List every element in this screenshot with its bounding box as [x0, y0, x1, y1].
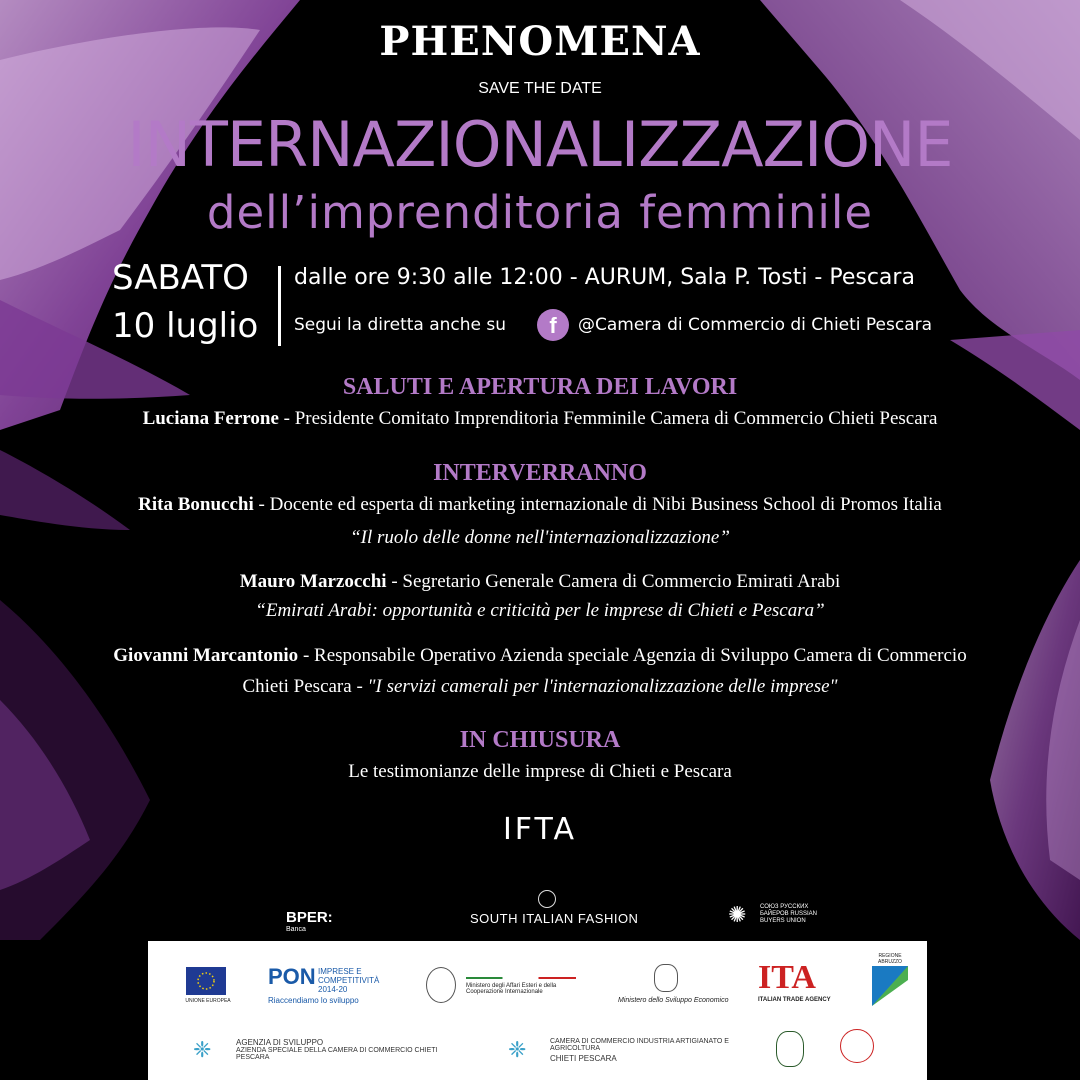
date-divider [278, 266, 281, 346]
event-day: SABATO [112, 258, 249, 298]
save-the-date-label: SAVE THE DATE [478, 80, 602, 97]
speaker-role: - Responsabile Operativo Azienda speciale Agenzia di Sviluppo Camera di Commercio [298, 645, 967, 666]
partner-seal-icon [840, 1029, 874, 1063]
eu-stars-icon [186, 967, 226, 995]
camera-commercio-subtitle: CHIETI PESCARA [550, 1054, 617, 1063]
eu-caption: UNIONE EUROPEA [185, 998, 231, 1004]
closing-heading: IN CHIUSURA [459, 727, 621, 753]
speaker-1 [0, 494, 1080, 516]
speaker-1-talk: “Il ruolo delle donne nell'internazionalizzazione” [350, 527, 730, 548]
ita-subtitle: ITALIAN TRADE AGENCY [758, 997, 831, 1003]
buyers-union-icon: ✺ [728, 902, 747, 927]
speaker-2-talk: “Emirati Arabi: opportunità e criticità per le imprese di Chieti e Pescara” [255, 600, 825, 621]
pon-tagline: Riaccendiamo lo sviluppo [268, 996, 359, 1005]
agenzia-sviluppo-icon: ❈ [193, 1037, 212, 1062]
camera-commercio-logo: CAMERA DI COMMERCIO INDUSTRIA ARTIGIANATO E AGRICOLTURA [550, 1038, 729, 1052]
eu-flag-icon [186, 967, 226, 995]
pon-logo: PON [268, 964, 316, 989]
event-date: 10 luglio [112, 306, 259, 346]
speaker-2 [0, 571, 1080, 593]
bper-logo [286, 909, 333, 933]
regione-label: REGIONE ABRUZZO [878, 953, 902, 965]
speaker-3-talk-line [0, 676, 1080, 698]
speaker-name: Giovanni Marcantonio [113, 645, 299, 666]
facebook-icon[interactable]: f [537, 309, 569, 341]
opening-speaker [0, 408, 1080, 430]
south-italian-fashion-logo: SOUTH ITALIAN FASHION [470, 911, 639, 926]
facebook-page-link[interactable]: @Camera di Commercio di Chieti Pescara [578, 315, 933, 335]
bper-sub: Banca [286, 926, 306, 933]
pescara-crest-icon [776, 1031, 804, 1067]
live-stream-text: Segui la diretta anche su [294, 315, 507, 335]
buyers-union-logo: СОЮЗ РУССКИХ БАЙЕРОВ RUSSIAN BUYERS UNION [760, 904, 817, 924]
agenzia-sviluppo-subtitle: AZIENDA SPECIALE DELLA CAMERA DI COMMERCIO CHIETI PESCARA [236, 1047, 438, 1061]
ita-logo: ITA [758, 959, 816, 996]
event-time-place: dalle ore 9:30 alle 12:00 - AURUM, Sala P. Tosti - Pescara [294, 265, 915, 290]
mae-logo: Ministero degli Affari Esteri e della Cooperazione Internazionale [466, 983, 557, 995]
regione-abruzzo-icon [872, 966, 908, 1006]
closing-text: Le testimonianze delle imprese di Chieti e Pescara [348, 761, 732, 782]
partner-logos-panel [148, 941, 927, 1080]
pon-subtitle: IMPRESE E COMPETITIVITÀ 2014-20 [318, 967, 380, 994]
speaker-role-cont: Chieti Pescara - [242, 676, 368, 697]
event-subtitle: dell’imprenditoria femminile [206, 186, 874, 239]
speaker-role: - Presidente Comitato Imprenditoria Femminile Camera di Commercio Chieti Pescara [278, 408, 938, 429]
speaker-name: Mauro Marzocchi [239, 571, 387, 592]
speaker-name: Rita Bonucchi [138, 494, 254, 515]
mise-logo: Ministero dello Sviluppo Economico [618, 997, 729, 1004]
italy-emblem-icon [426, 967, 456, 1003]
event-title: INTERNAZIONALIZZAZIONE [127, 108, 953, 181]
bper-name: BPER: [286, 909, 333, 926]
italy-emblem-icon [654, 964, 678, 992]
agenzia-sviluppo-logo: AGENZIA DI SVILUPPO [236, 1038, 324, 1047]
camera-commercio-icon: ❈ [508, 1037, 527, 1062]
speaker-role: - Docente ed esperta di marketing internazionale di Nibi Business School di Promos Italia [253, 494, 942, 515]
ifta-logo: IFTA [502, 812, 578, 847]
brand-logo: PHENOMENA [379, 18, 701, 65]
speaker-3-talk: "I servizi camerali per l'internazionalizzazione delle imprese" [367, 676, 838, 697]
speaker-role: - Segretario Generale Camera di Commercio Emirati Arabi [386, 571, 841, 592]
tricolor-line [466, 977, 576, 979]
speaker-name: Luciana Ferrone [142, 408, 279, 429]
south-italian-fashion-icon [538, 890, 556, 908]
speaker-3 [0, 645, 1080, 667]
opening-heading: SALUTI E APERTURA DEI LAVORI [342, 374, 738, 400]
speakers-heading: INTERVERRANNO [433, 460, 647, 486]
